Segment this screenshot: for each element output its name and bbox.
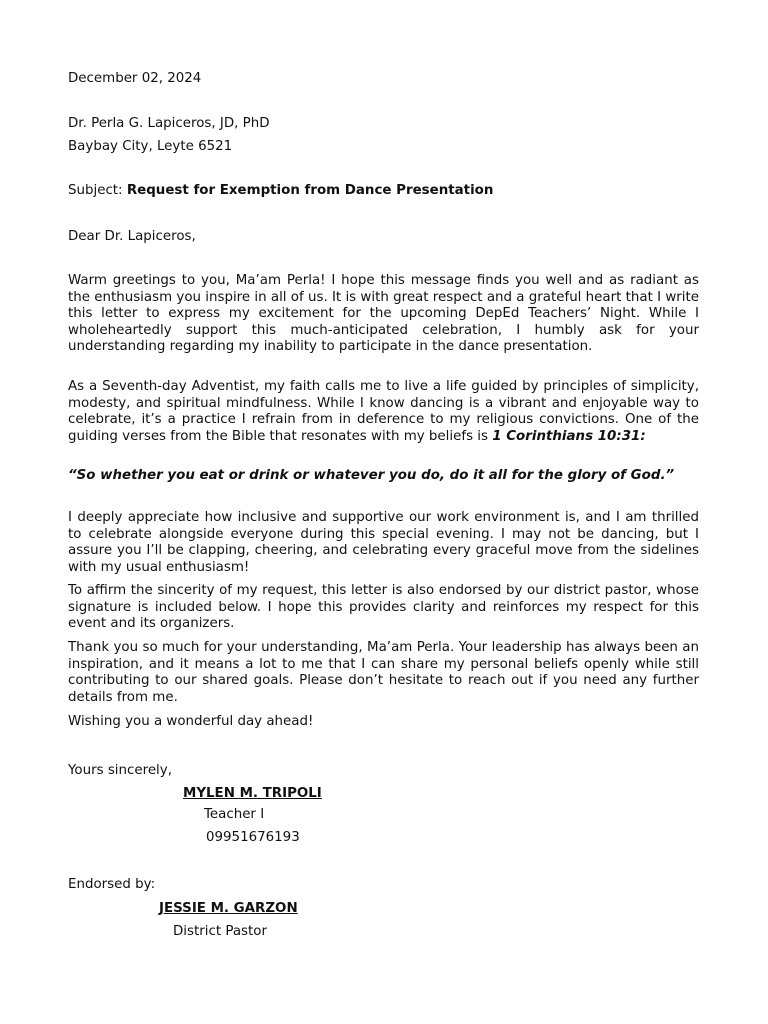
bible-quote: “So whether you eat or drink or whatever you do, do it all for the glory of God.” xyxy=(68,468,675,483)
paragraph-appreciation: I deeply appreciate how inclusive and supportive our work environment is, and I am thrilled to celebrate alongside everyone during this special evening. I may not be dancing, but I assure you I’ll be clapping, cheering, and celebrating every graceful move from the sidelines with my usual enthusiasm! xyxy=(68,510,699,575)
paragraph-greeting: Warm greetings to you, Ma’am Perla! I hope this message finds you well and as radiant as the enthusiasm you inspire in all of us. It is with great respect and a grateful heart that I write this letter to express my excitement for the upcoming DepEd Teachers’ Night. While I wholeheartedly support this much-anticipated celebration, I humbly ask for your understanding regarding my inability to participate in the dance presentation. xyxy=(68,273,699,354)
paragraph-endorsement: To affirm the sincerity of my request, this letter is also endorsed by our district pastor, whose signature is included below. I hope this provides clarity and reinforces my respect for this event and its organizers. xyxy=(68,583,699,631)
endorser-position: District Pastor xyxy=(173,924,267,939)
sender-name: MYLEN M. TRIPOLI xyxy=(183,786,322,801)
paragraph-faith xyxy=(68,379,699,445)
paragraph-faith-text: As a Seventh-day Adventist, my faith calls me to live a life guided by principles of simplicity, modesty, and spiritual mindfulness. While I know dancing is a vibrant and enjoyable way to celebrate, it’s a practice I refrain from in deference to my religious convictions. One of the guiding verses from the Bible that resonates with my beliefs is xyxy=(68,379,699,444)
salutation: Dear Dr. Lapiceros, xyxy=(68,229,196,244)
bible-verse-reference: 1 Corinthians 10:31: xyxy=(492,428,646,444)
subject-label: Subject: xyxy=(68,183,127,198)
endorser-name: JESSIE M. GARZON xyxy=(159,901,298,916)
sender-position: Teacher I xyxy=(204,807,265,822)
sender-phone: 09951676193 xyxy=(206,830,300,845)
recipient-name: Dr. Perla G. Lapiceros, JD, PhD xyxy=(68,116,270,131)
endorsed-label: Endorsed by: xyxy=(68,877,156,892)
closing: Yours sincerely, xyxy=(68,763,172,778)
subject-text: Request for Exemption from Dance Presentation xyxy=(126,183,494,198)
closing-wish: Wishing you a wonderful day ahead! xyxy=(68,714,314,729)
letter-date: December 02, 2024 xyxy=(68,71,202,86)
subject-line xyxy=(68,183,493,199)
paragraph-thanks: Thank you so much for your understanding, Ma’am Perla. Your leadership has always been an inspiration, and it means a lot to me that I can share my personal beliefs openly while still contributing to our shared goals. Please don’t hesitate to reach out if you need any further details from me. xyxy=(68,640,699,705)
recipient-address: Baybay City, Leyte 6521 xyxy=(68,139,233,154)
